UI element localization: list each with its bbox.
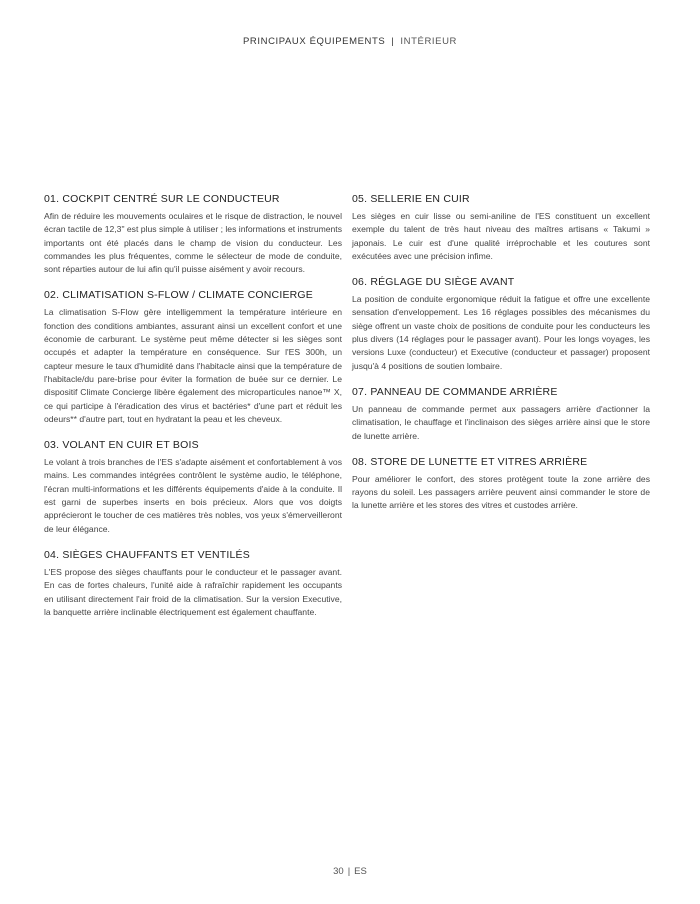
- header-subtitle: INTÉRIEUR: [400, 36, 458, 47]
- section-body: Afin de réduire les mouvements oculaires et le risque de distraction, le nouvel écran tactile de 12,3" est plus simple à utiliser ; les informations et instruments importants ont été placés dans le champ de vision du conducteur. Les commandes les plus fréquentes, comme le sélecteur de mode de conduite, sont réparties autour de lui afin qu'il puisse aisément y avoir recours.: [44, 211, 342, 275]
- section-sieges: [44, 549, 342, 619]
- section-store: [352, 456, 650, 513]
- header-title: PRINCIPAUX ÉQUIPEMENTS: [242, 36, 386, 47]
- section-body: Le volant à trois branches de l'ES s'adapte aisément et confortablement à vos mains. Les commandes intégrées contrôlent le système audio, le téléphone, l'écran multi-informations et les différents équipements d'aide à la conduite. Il est garni de superbes inserts en bois précieux. Alors que vos doigts apprécieront le toucher de ces matières très nobles, vos yeux s'émerveilleront de leur élégance.: [44, 457, 342, 534]
- page-footer: [0, 866, 700, 877]
- page-number: 30: [333, 866, 344, 877]
- left-column: [44, 193, 342, 632]
- section-heading: 07. PANNEAU DE COMMANDE ARRIÈRE: [352, 385, 558, 398]
- section-heading: 04. SIÈGES CHAUFFANTS ET VENTILÉS: [44, 548, 250, 561]
- section-body: La position de conduite ergonomique réduit la fatigue et offre une excellente sensation d'enveloppement. Les 16 réglages possibles des mécanismes du siège offrent un vaste choix de positions de conduite pour les conducteurs les plus divers (14 réglages pour le passager avant). Pour les longs voyages, les versions Luxe (conducteur) et Executive (conducteur et passager) proposent jusqu'à 4 positions de soutien lombaire.: [352, 294, 650, 371]
- header-separator: |: [391, 36, 395, 47]
- section-body: Pour améliorer le confort, des stores protègent toute la zone arrière des rayons du soleil. Les passagers arrière peuvent ainsi commander le store de la lunette arrière et les stores des vitres et custodes arrière.: [352, 473, 650, 511]
- section-panneau-commande: [352, 386, 650, 443]
- section-heading: 03. VOLANT EN CUIR ET BOIS: [44, 439, 199, 452]
- section-climatisation: [44, 289, 342, 426]
- section-body: Un panneau de commande permet aux passagers arrière d'actionner la climatisation, le chauffage et l'inclinaison des sièges arrière ainsi que le store de lunette arrière.: [352, 403, 650, 441]
- section-heading: 01. COCKPIT CENTRÉ SUR LE CONDUCTEUR: [44, 193, 280, 205]
- section-heading: 06. RÉGLAGE DU SIÈGE AVANT: [352, 276, 515, 289]
- footer-separator: |: [347, 866, 351, 877]
- section-reglage-siege: [352, 276, 650, 373]
- right-column: [352, 193, 650, 526]
- section-heading: 08. STORE DE LUNETTE ET VITRES ARRIÈRE: [352, 455, 588, 468]
- section-body: La climatisation S-Flow gère intelligemment la température intérieure en fonction des conditions ambiantes, assurant ainsi un excellent confort et une économie de carburant. Le système peut même détecter si les sièges sont occupés et adapter la température en conséquence. Sur l'ES 300h, un capteur mesure le taux d'humidité dans l'habitacle ainsi que la température de l'habitacle/du pare-brise pour éviter la formation de buée sur ce dernier. Le dispositif Climate Concierge libère également des microparticules nanoe™ X, ce qui participe à l'éradication des virus et bactéries* d'une part et réduit les odeurs** d'autre part, tout en hydratant la peau et les cheveux.: [44, 307, 342, 424]
- footer-model: ES: [354, 866, 367, 877]
- section-volant: [44, 439, 342, 536]
- section-heading: 05. SELLERIE EN CUIR: [352, 193, 470, 205]
- section-sellerie: [352, 193, 650, 263]
- section-cockpit: [44, 193, 342, 276]
- section-body: Les sièges en cuir lisse ou semi-aniline de l'ES constituent un excellent exemple du talent de très haut niveau des maîtres artisans « Takumi » japonais. Le cuir est d'une qualité irréprochable et les coutures sont exécutées avec une précision infime.: [352, 211, 650, 261]
- page-header: [0, 36, 700, 47]
- section-body: L'ES propose des sièges chauffants pour le conducteur et le passager avant. En cas de fortes chaleurs, l'unité aide à rafraîchir rapidement les occupants en utilisant directement l'air froid de la climatisation. Sur la version Executive, la banquette arrière inclinable électriquement est également chauffante.: [44, 566, 342, 617]
- section-heading: 02. CLIMATISATION S-FLOW / CLIMATE CONCIERGE: [44, 289, 313, 302]
